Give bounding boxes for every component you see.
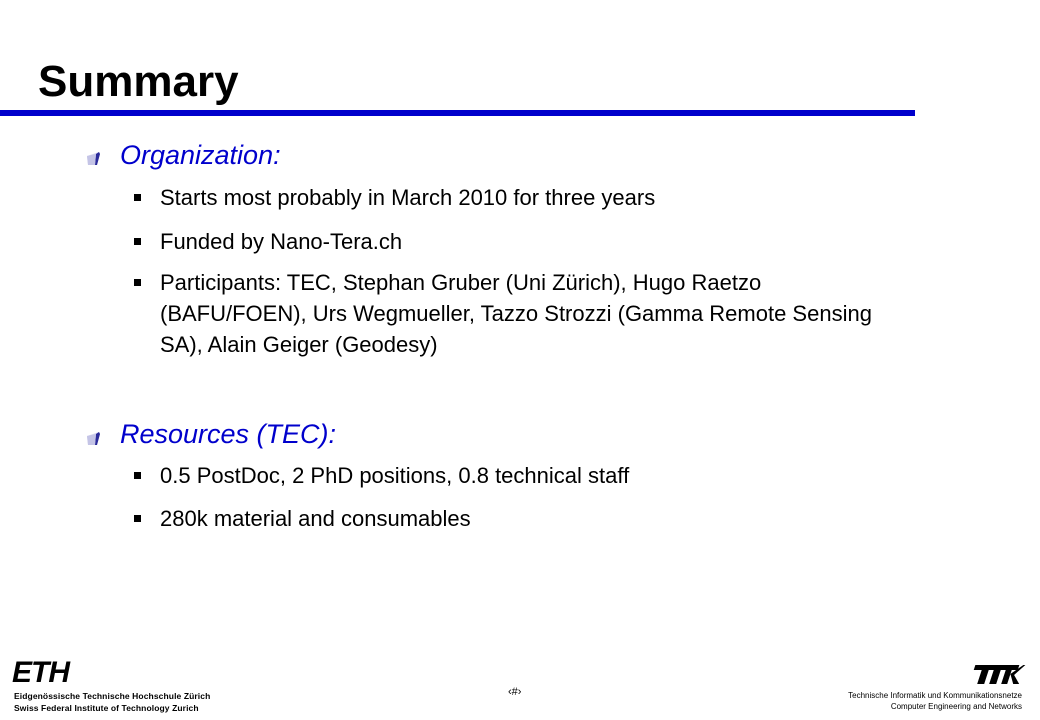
tik-logo-icon: [966, 663, 1026, 685]
list-item: 0.5 PostDoc, 2 PhD positions, 0.8 technical staff: [160, 463, 630, 488]
square-bullet-icon: [134, 238, 141, 245]
eth-name-german: Eidgenössische Technische Hochschule Zürich: [14, 691, 211, 701]
tik-logo-text: TIK: [966, 663, 968, 664]
tik-name-german: Technische Informatik und Kommunikationsnetze: [848, 691, 1022, 700]
arrow-bullet-icon: [86, 431, 101, 446]
eth-name-english: Swiss Federal Institute of Technology Zurich: [14, 703, 199, 713]
square-bullet-icon: [134, 472, 141, 479]
section-heading-organization: Organization:: [120, 140, 281, 170]
page-number: ‹#›: [508, 686, 522, 698]
tik-name-english: Computer Engineering and Networks: [890, 702, 1022, 711]
square-bullet-icon: [134, 279, 141, 286]
list-item: Participants: TEC, Stephan Gruber (Uni Zürich), Hugo Raetzo (BAFU/FOEN), Urs Wegmueller, Tazzo Strozzi (Gamma Remote Sensing SA), Alain Geiger (Geodesy): [160, 270, 872, 357]
slide-title: Summary: [38, 57, 239, 106]
title-rule: [0, 110, 915, 116]
eth-logo-text: ETH: [12, 658, 69, 686]
square-bullet-icon: [134, 194, 141, 201]
eth-logo-icon: [12, 658, 92, 686]
list-item: 280k material and consumables: [160, 506, 471, 531]
arrow-bullet-icon: [86, 151, 101, 166]
list-item: Funded by Nano-Tera.ch: [160, 229, 403, 254]
section-heading-resources: Resources (TEC):: [120, 419, 337, 449]
list-item: Starts most probably in March 2010 for three years: [160, 185, 656, 210]
square-bullet-icon: [134, 515, 141, 522]
